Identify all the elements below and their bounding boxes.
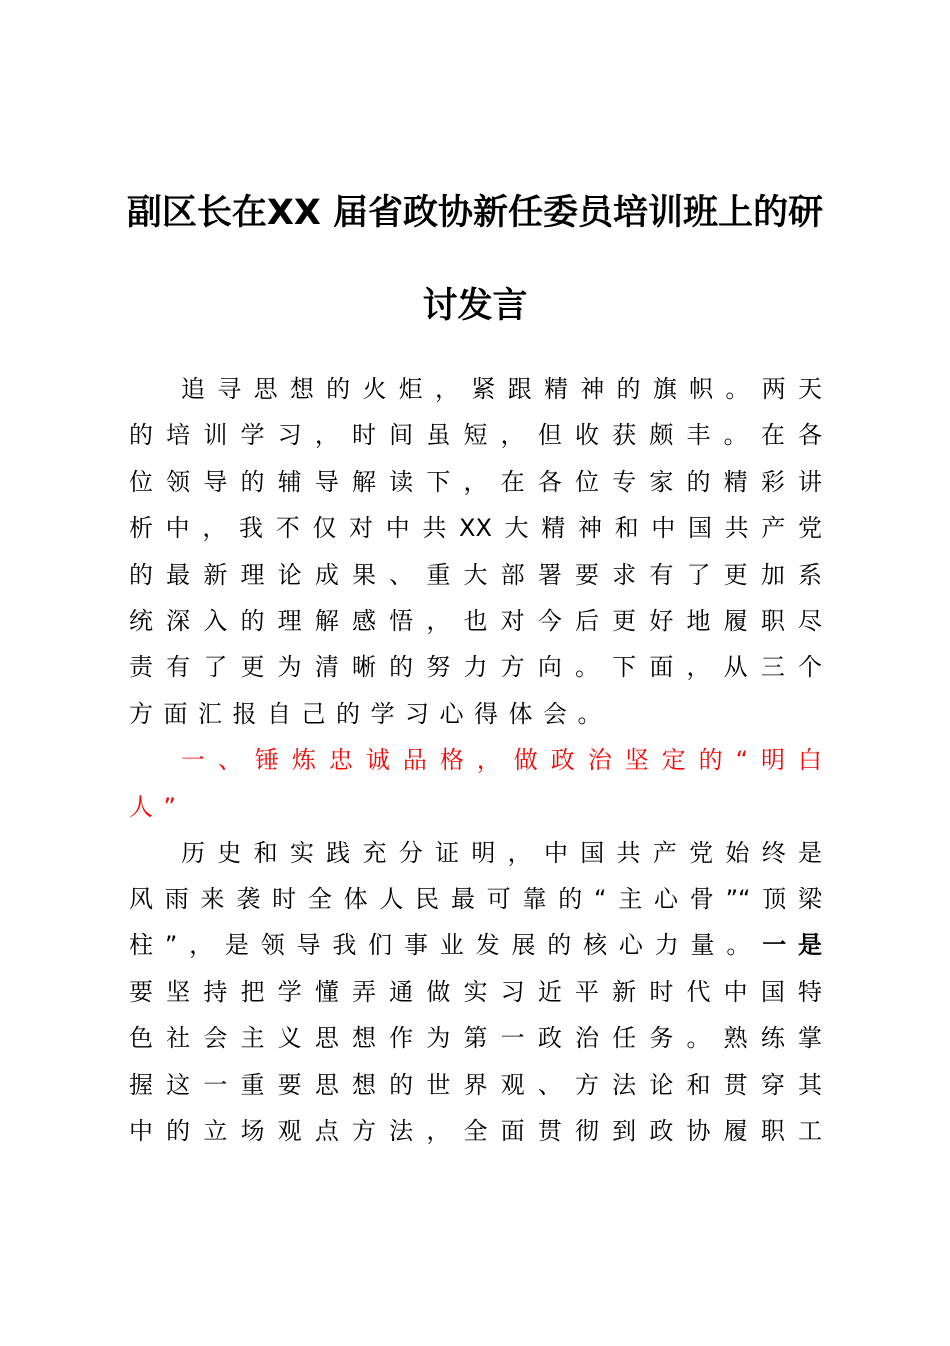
paragraph-line: 责有了更为清晰的努力方向。下面，从三个 bbox=[129, 653, 822, 681]
paragraph-line: 中的立场观点方法，全面贯彻到政协履职工 bbox=[129, 1117, 822, 1145]
document-title-line-2: 讨发言 bbox=[422, 286, 528, 326]
section-heading-line: 人” bbox=[129, 793, 187, 821]
paragraph-line: 风雨来袭时全体人民最可靠的“主心骨”“顶梁 bbox=[129, 885, 822, 913]
paragraph-line: 要坚持把学懂弄通做实习近平新时代中国特 bbox=[129, 978, 822, 1006]
paragraph-line: 追寻思想的火炬，紧跟精神的旗帜。两天 bbox=[181, 375, 822, 403]
paragraph-line: 析中，我不仅对中共XX大精神和中国共产党 bbox=[129, 514, 822, 542]
paragraph-line: 统深入的理解感悟，也对今后更好地履职尽 bbox=[129, 607, 822, 635]
paragraph-line: 色社会主义思想作为第一政治任务。熟练掌 bbox=[129, 1024, 822, 1052]
paragraph-line: 的培训学习，时间虽短，但收获颇丰。在各 bbox=[129, 421, 822, 449]
paragraph-line: 方面汇报自己的学习心得体会。 bbox=[129, 700, 612, 728]
section-heading-line: 一、锤炼忠诚品格，做政治坚定的“明白 bbox=[181, 746, 822, 774]
paragraph-line-text: 柱”，是领导我们事业发展的核心力量。 bbox=[129, 931, 763, 959]
paragraph-line bbox=[129, 928, 822, 962]
paragraph-line: 握这一重要思想的世界观、方法论和贯穿其 bbox=[129, 1071, 822, 1099]
emphasis-text: 一是 bbox=[762, 931, 822, 959]
document-title-line-1: 副区长在XX 届省政协新任委员培训班上的研 bbox=[126, 193, 824, 233]
paragraph-line: 的最新理论成果、重大部署要求有了更加系 bbox=[129, 561, 822, 589]
paragraph-line: 历史和实践充分证明，中国共产党始终是 bbox=[181, 839, 822, 867]
paragraph-line: 位领导的辅导解读下，在各位专家的精彩讲 bbox=[129, 468, 822, 496]
